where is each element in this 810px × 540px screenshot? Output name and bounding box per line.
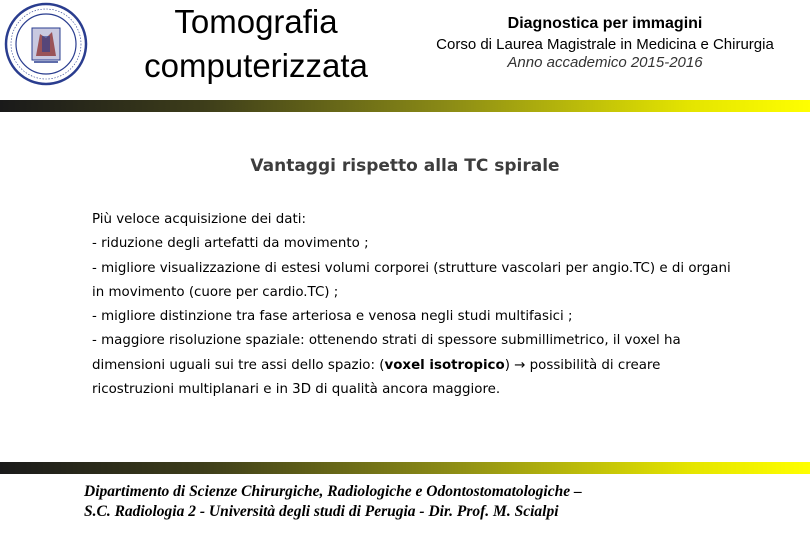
slide-body: [92, 208, 742, 402]
footer-unit: S.C. Radiologia 2 - Università degli studi di Perugia - Dir. Prof. M. Scialpi: [84, 503, 559, 520]
voxel-isotropico-term: voxel isotropico: [384, 357, 505, 373]
bullet-point-1: - riduzione degli artefatti da movimento ;: [92, 236, 369, 252]
point-4-text-c: possibilità di creare ricostruzioni multiplanari e in 3D di qualità ancora maggiore.: [92, 357, 661, 398]
slide-footer: [84, 482, 804, 522]
footer-department: Dipartimento di Scienze Chirurgiche, Radiologiche e Odontostomatologiche –: [84, 483, 582, 500]
course-header: [405, 14, 805, 72]
university-seal-icon: [4, 2, 88, 86]
bullet-point-4: [92, 329, 742, 402]
bullet-point-3: - migliore distinzione tra fase arteriosa e venosa negli studi multifasici ;: [92, 309, 573, 325]
footer-divider-bar: [0, 462, 810, 474]
bullet-point-2: - migliore visualizzazione di estesi volumi corporei (strutture vascolari per angio.TC) e di organi in movimento (cuore per cardio.TC) ;: [92, 260, 731, 300]
intro-line: Più veloce acquisizione dei dati:: [92, 212, 306, 227]
arrow-right-icon: →: [514, 357, 526, 373]
academic-year: Anno accademico 2015-2016: [507, 54, 703, 71]
course-program: Corso di Laurea Magistrale in Medicina e Chirurgia: [436, 36, 774, 53]
slide-subtitle: Vantaggi rispetto alla TC spirale: [250, 156, 560, 176]
title-line-1: Tomografia: [174, 3, 338, 40]
title-line-2: computerizzata: [144, 47, 368, 84]
header-divider-bar: [0, 100, 810, 112]
point-4-text-b: ): [504, 357, 515, 373]
slide-main-title: [100, 0, 412, 88]
course-title: Diagnostica per immagini: [507, 15, 703, 32]
point-4-text-a: - maggiore risoluzione spaziale: ottenendo strati di spessore submillimetrico, il voxel ha dimensioni uguali sui tre assi dello spazio: (: [92, 333, 681, 373]
